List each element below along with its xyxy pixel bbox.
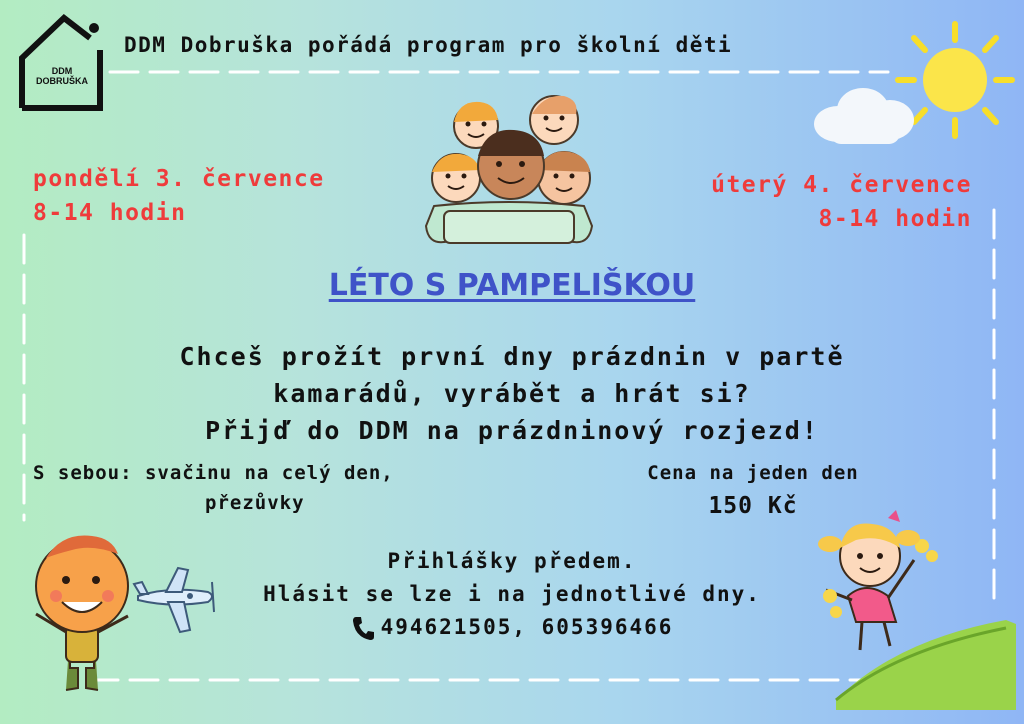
girl-icon xyxy=(796,500,1018,710)
phone-contact[interactable] xyxy=(351,611,674,644)
date-tuesday-time: 8-14 hodin xyxy=(818,206,972,232)
logo-text: DDM DOBRUŠKA xyxy=(35,66,88,86)
date-monday-time: 8-14 hodin xyxy=(33,200,187,226)
date-monday xyxy=(33,162,325,230)
bring-line-1: S sebou: svačinu na celý den, xyxy=(33,462,394,484)
signup-line-1: Přihlášky předem. xyxy=(387,549,637,573)
children-group-icon xyxy=(414,86,604,258)
phone-numbers: 494621505, 605396466 xyxy=(380,615,674,639)
event-title-text: LÉTO S PAMPELIŠKOU xyxy=(328,268,696,303)
phone-icon xyxy=(351,615,375,641)
bring-info xyxy=(33,458,394,518)
invite-line-1: Chceš prožít první dny prázdnin v partě xyxy=(179,342,845,371)
price-amount: 150 Kč xyxy=(708,493,798,519)
house-logo-icon xyxy=(14,8,104,114)
date-monday-day: pondělí 3. července xyxy=(33,166,325,192)
bring-line-2: přezůvky xyxy=(205,492,305,514)
price-label: Cena na jeden den xyxy=(647,462,859,484)
header-title: DDM Dobruška pořádá program pro školní děti xyxy=(124,33,733,57)
signup-line-2: Hlásit se lze i na jednotlivé dny. xyxy=(263,582,761,606)
date-tuesday xyxy=(711,168,972,236)
ddm-logo[interactable] xyxy=(14,8,104,114)
cloud-icon xyxy=(808,82,918,148)
airplane-icon xyxy=(130,560,222,640)
invite-line-3: Přijď do DDM na prázdninový rozjezd! xyxy=(205,416,819,445)
event-title xyxy=(0,268,1024,303)
invite-line-2: kamarádů, vyrábět a hrát si? xyxy=(273,379,751,408)
date-tuesday-day: úterý 4. července xyxy=(711,172,972,198)
boy-icon xyxy=(22,528,142,694)
invitation-text xyxy=(0,338,1024,449)
